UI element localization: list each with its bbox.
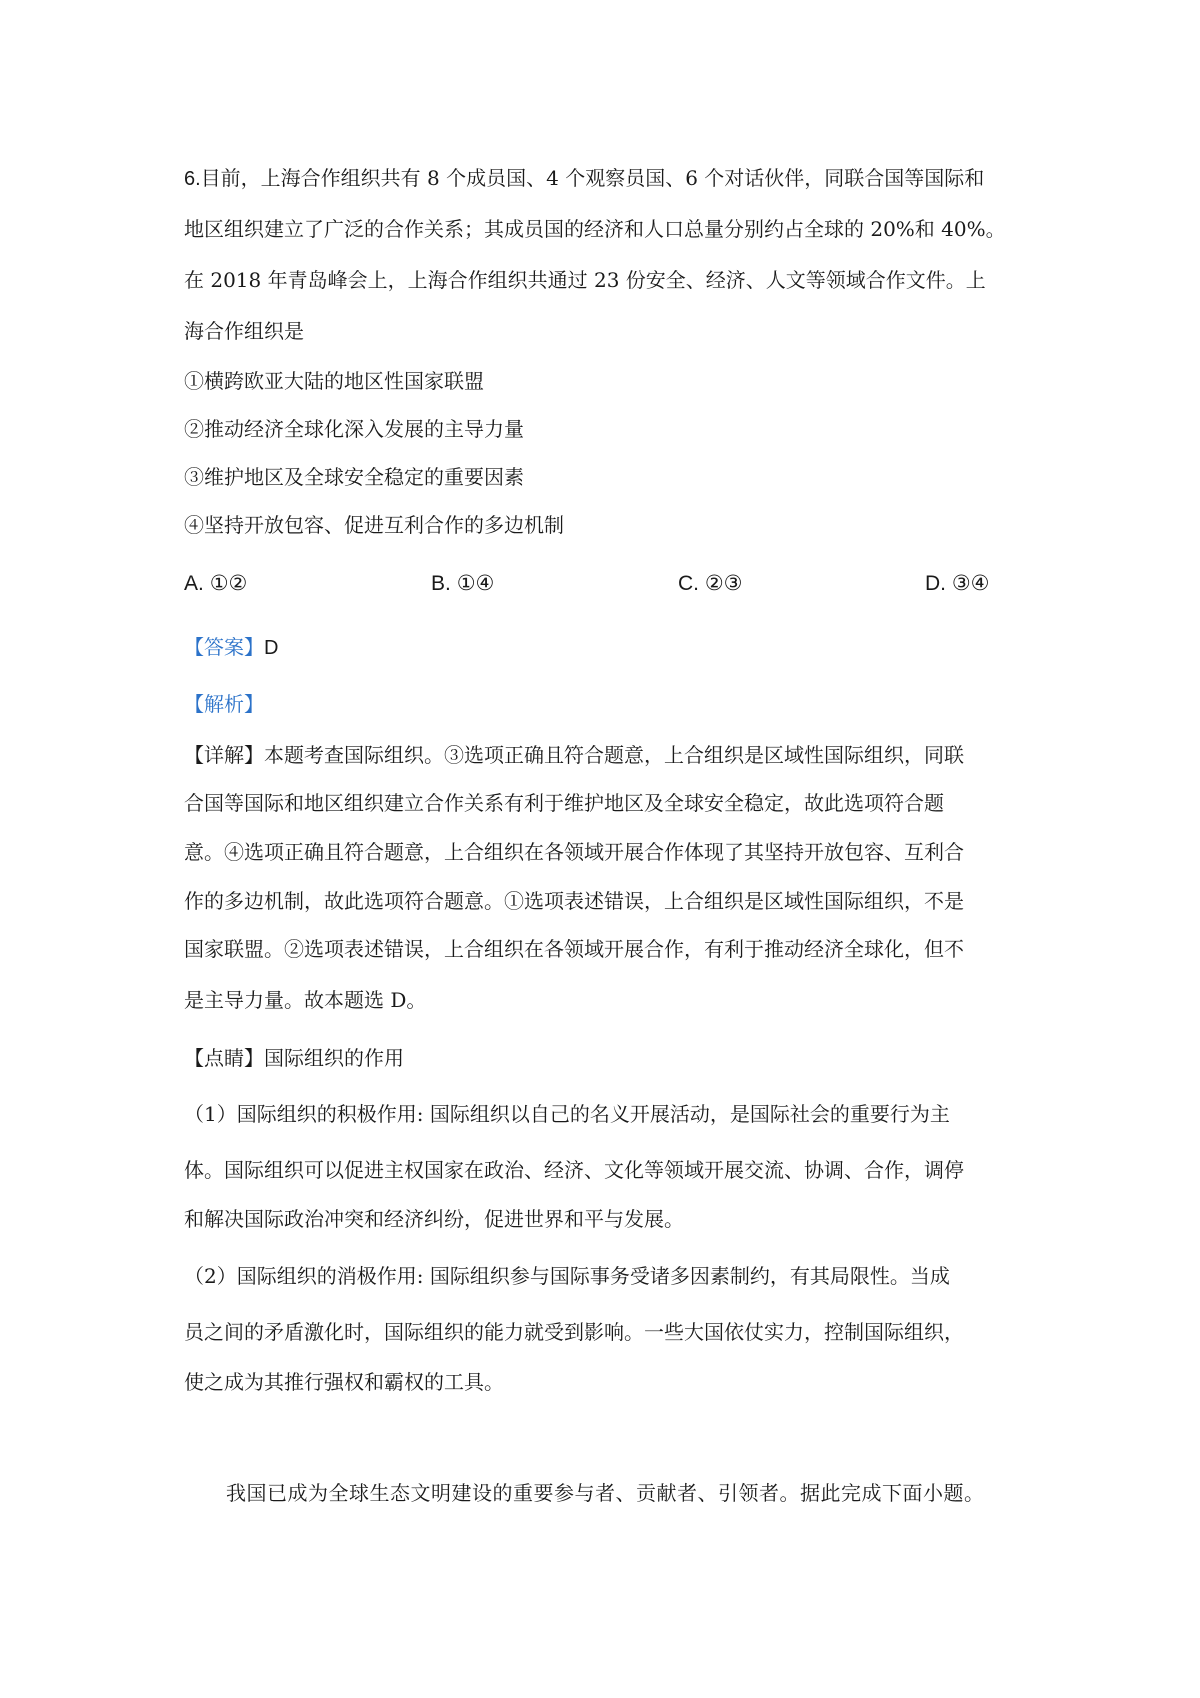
tip-line-3: 和解决国际政治冲突和经济纠纷，促进世界和平与发展。 (184, 1207, 684, 1231)
answer-line (184, 633, 278, 662)
detail-line-2: 合国等国际和地区组织建立合作关系有利于维护地区及全球安全稳定，故此选项符合题 (184, 791, 944, 815)
detail-tag: 【详解】 (184, 743, 264, 767)
detail-line-5: 国家联盟。②选项表述错误，上合组织在各领域开展合作，有利于推动经济全球化，但不 (184, 937, 964, 961)
tip-title: 国际组织的作用 (264, 1046, 404, 1070)
tip-heading (184, 1044, 404, 1072)
next-question-intro: 我国已成为全球生态文明建设的重要参与者、贡献者、引领者。据此完成下面小题。 (226, 1481, 985, 1505)
analysis-tag: 【解析】 (184, 692, 264, 716)
detail-line-6: 是主导力量。故本题选 D。 (184, 988, 427, 1012)
tip-line-1: （1）国际组织的积极作用: 国际组织以自己的名义开展活动，是国际社会的重要行为主 (184, 1102, 950, 1126)
question-number: 6. (184, 168, 201, 190)
option-c: C. ②③ (678, 572, 743, 595)
statement-4: ④坚持开放包容、促进互利合作的多边机制 (184, 513, 564, 537)
tip-line-5: 员之间的矛盾激化时，国际组织的能力就受到影响。一些大国依仗实力，控制国际组织， (184, 1320, 964, 1344)
option-b: B. ①④ (431, 572, 495, 595)
answer-value: D (264, 637, 279, 659)
statement-2: ②推动经济全球化深入发展的主导力量 (184, 417, 524, 441)
option-d: D. ③④ (925, 572, 990, 595)
question-stem-line-4: 海合作组织是 (184, 319, 304, 343)
statement-3: ③维护地区及全球安全稳定的重要因素 (184, 465, 524, 489)
detail-line-1: 【详解】本题考查国际组织。③选项正确且符合题意，上合组织是区域性国际组织，同联 (184, 743, 964, 767)
tip-line-2: 体。国际组织可以促进主权国家在政治、经济、文化等领域开展交流、协调、合作，调停 (184, 1158, 964, 1182)
question-stem-line-2: 地区组织建立了广泛的合作关系；其成员国的经济和人口总量分别约占全球的 20%和 40%。 (184, 217, 1006, 241)
question-stem-line-1: 6.目前，上海合作组织共有 8 个成员国、4 个观察员国、6 个对话伙伴，同联合国等国际和 (184, 166, 985, 190)
statement-1: ①横跨欧亚大陆的地区性国家联盟 (184, 369, 484, 393)
answer-tag: 【答案】 (184, 635, 264, 659)
tip-line-6: 使之成为其推行强权和霸权的工具。 (184, 1370, 504, 1394)
tip-tag: 【点睛】 (184, 1046, 264, 1070)
tip-line-4: （2）国际组织的消极作用: 国际组织参与国际事务受诸多因素制约，有其局限性。当成 (184, 1264, 950, 1288)
detail-line-3: 意。④选项正确且符合题意，上合组织在各领域开展合作体现了其坚持开放包容、互利合 (184, 840, 964, 864)
question-stem-line-3: 在 2018 年青岛峰会上，上海合作组织共通过 23 份安全、经济、人文等领域合作文件。上 (184, 268, 986, 292)
detail-line-4: 作的多边机制，故此选项符合题意。①选项表述错误，上合组织是区域性国际组织，不是 (184, 889, 964, 913)
option-a: A. ①② (184, 572, 248, 595)
